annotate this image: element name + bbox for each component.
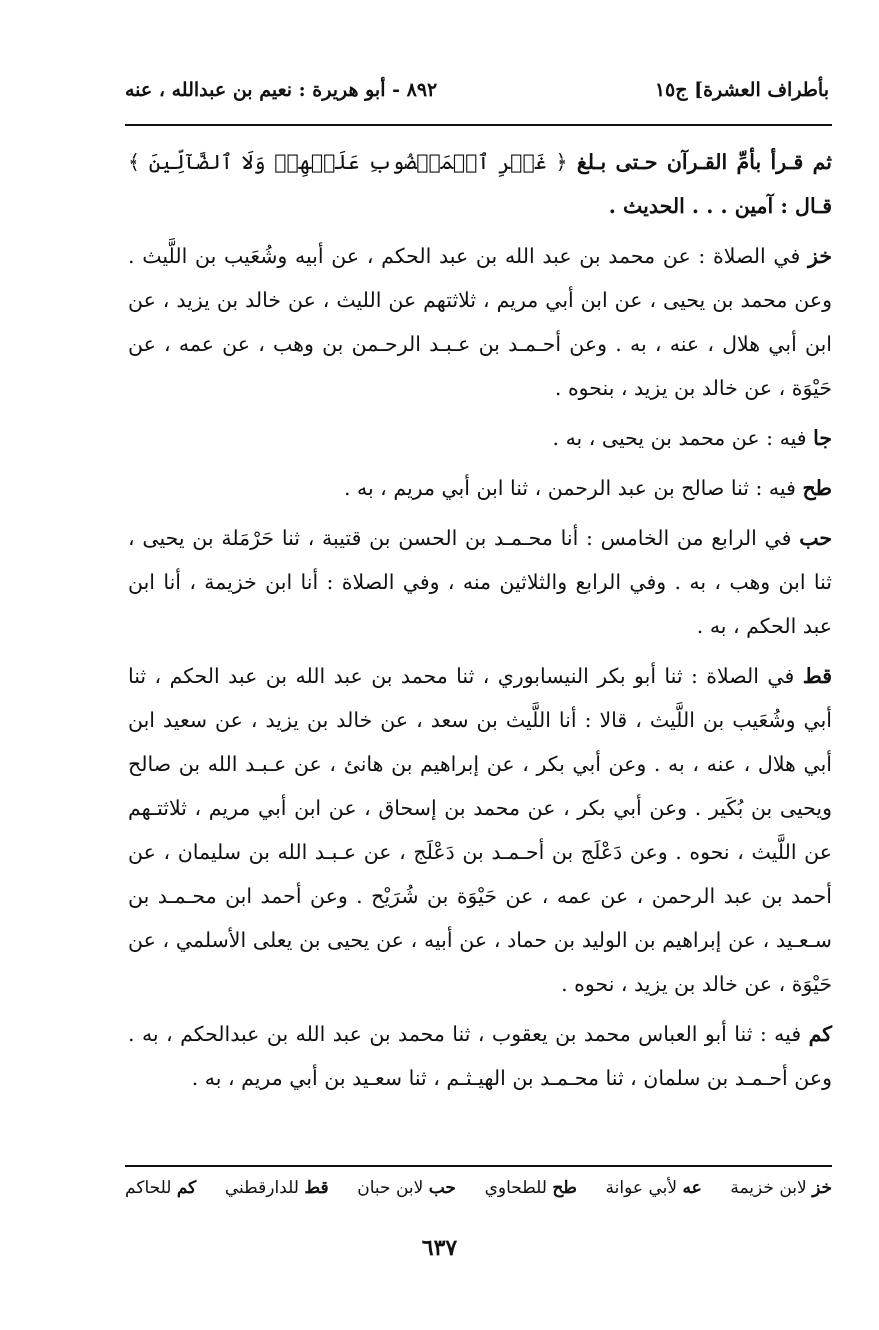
header-divider — [125, 124, 832, 126]
abbreviation-item: كم للحاكم — [125, 1178, 197, 1198]
book-title: بأطراف العشرة] ج١٥ — [654, 79, 829, 101]
hadith-text-before: ثم قـرأ بأمِّ القـرآن حـتى بـلغ — [567, 150, 832, 174]
abbreviation-item: طح للطحاوي — [484, 1178, 577, 1198]
source-paragraph — [128, 516, 832, 648]
source-paragraph — [128, 234, 832, 410]
main-text — [128, 140, 832, 1106]
footnote-divider — [125, 1165, 832, 1167]
abbreviation-item: عه لأبي عوانة — [605, 1178, 702, 1198]
source-text: في الصلاة : ثنا أبو بكر النيسابوري ، ثنا محمد بن عبد الله بن عبد الحكم ، ثنا أبي وشُعَيب بن اللَّيث ، قالا : أنا اللَّيث بن سعد ، عن خالد بن يزيد ، عن سعيد ابن أبي هلال ، عنه ، به . وعن أبي بكر ، عن إبراهيم بن هانئ ، عن عـبـد الله بن صالح ويحيى بن بُكَير . وعن أبي بكر ، عن محمد بن إسحاق ، عن ابن أبي مريم ، ثلاثتـهم عن اللَّيث ، نحوه . وعن دَعْلَج بن أحـمـد بن دَعْلَج ، عن عـبـد الله بن سليمان ، عن أحمد بن عبد الرحمن ، عن عمه ، عن حَيْوَة بن شُرَيْح . وعن أحمد ابن محـمـد بن سـعـيد ، عن إبراهيم بن الوليد بن حماد ، عن أبيه ، عن يحيى بن يعلى الأسلمي ، عن حَيْوَة ، عن خالد بن يزيد ، نحوه . — [128, 664, 832, 996]
source-siglum: خز — [808, 244, 832, 268]
source-text: فيه : ثنا أبو العباس محمد بن يعقوب ، ثنا محمد بن عبد الله بن عبدالحكم ، به . وعن أحـمـد بن سلمان ، ثنا محـمـد بن الهيـثـم ، ثنا سعـيد بن أبي مريم ، به . — [128, 1022, 832, 1090]
source-siglum: قط — [802, 664, 832, 688]
source-text: في الصلاة : عن محمد بن عبد الله بن عبد الحكم ، عن أبيه وشُعَيب بن اللَّيث . وعن محمد بن يحيى ، عن ابن أبي مريم ، ثلاثتهم عن الليث ، عن خالد بن يزيد ، عن ابن أبي هلال ، عنه ، به . وعن أحـمـد بن عـبـد الرحـمن بن وهب ، عن عمه ، عن حَيْوَة ، عن خالد بن يزيد ، بنحوه . — [128, 244, 832, 400]
abbreviations-key — [125, 1178, 832, 1198]
quran-quote: ﴿ غَيۡرِ ٱلۡمَغۡضُوبِ عَلَيۡهِمۡ وَلَا ٱلضَّآلِّينَ ﴾ — [128, 150, 568, 174]
abbreviation-item: قط للدارقطني — [224, 1178, 329, 1198]
source-siglum: كم — [808, 1022, 832, 1046]
source-siglum: طح — [802, 476, 832, 500]
source-paragraph — [128, 654, 832, 1006]
source-paragraph — [128, 1012, 832, 1100]
abbreviation-item: خز لابن خزيمة — [730, 1178, 832, 1198]
hadith-text — [128, 140, 832, 228]
page-number: ٦٣٧ — [421, 1235, 458, 1261]
source-paragraph — [128, 466, 832, 510]
source-text: فيه : عن محمد بن يحيى ، به . — [552, 426, 814, 450]
source-text: فيه : ثنا صالح بن عبد الرحمن ، ثنا ابن أبي مريم ، به . — [343, 476, 803, 500]
page-header — [125, 72, 829, 108]
source-siglum: حب — [799, 526, 832, 550]
hadith-text-after: قـال : آمين . . . الحديث . — [608, 194, 832, 218]
source-paragraph — [128, 416, 832, 460]
hadith-reference: ٨٩٢ - أبو هريرة : نعيم بن عبدالله ، عنه — [125, 79, 438, 101]
source-siglum: جا — [813, 426, 832, 450]
abbreviation-item: حب لابن حبان — [357, 1178, 456, 1198]
source-text: في الرابع من الخامس : أنا محـمـد بن الحسن بن قتيبة ، ثنا حَرْمَلة بن يحيى ، ثنا ابن وهب ، به . وفي الرابع والثلاثين منه ، وفي الصلاة : أنا ابن خزيمة ، أنا ابن عبد الحكم ، به . — [128, 526, 832, 638]
